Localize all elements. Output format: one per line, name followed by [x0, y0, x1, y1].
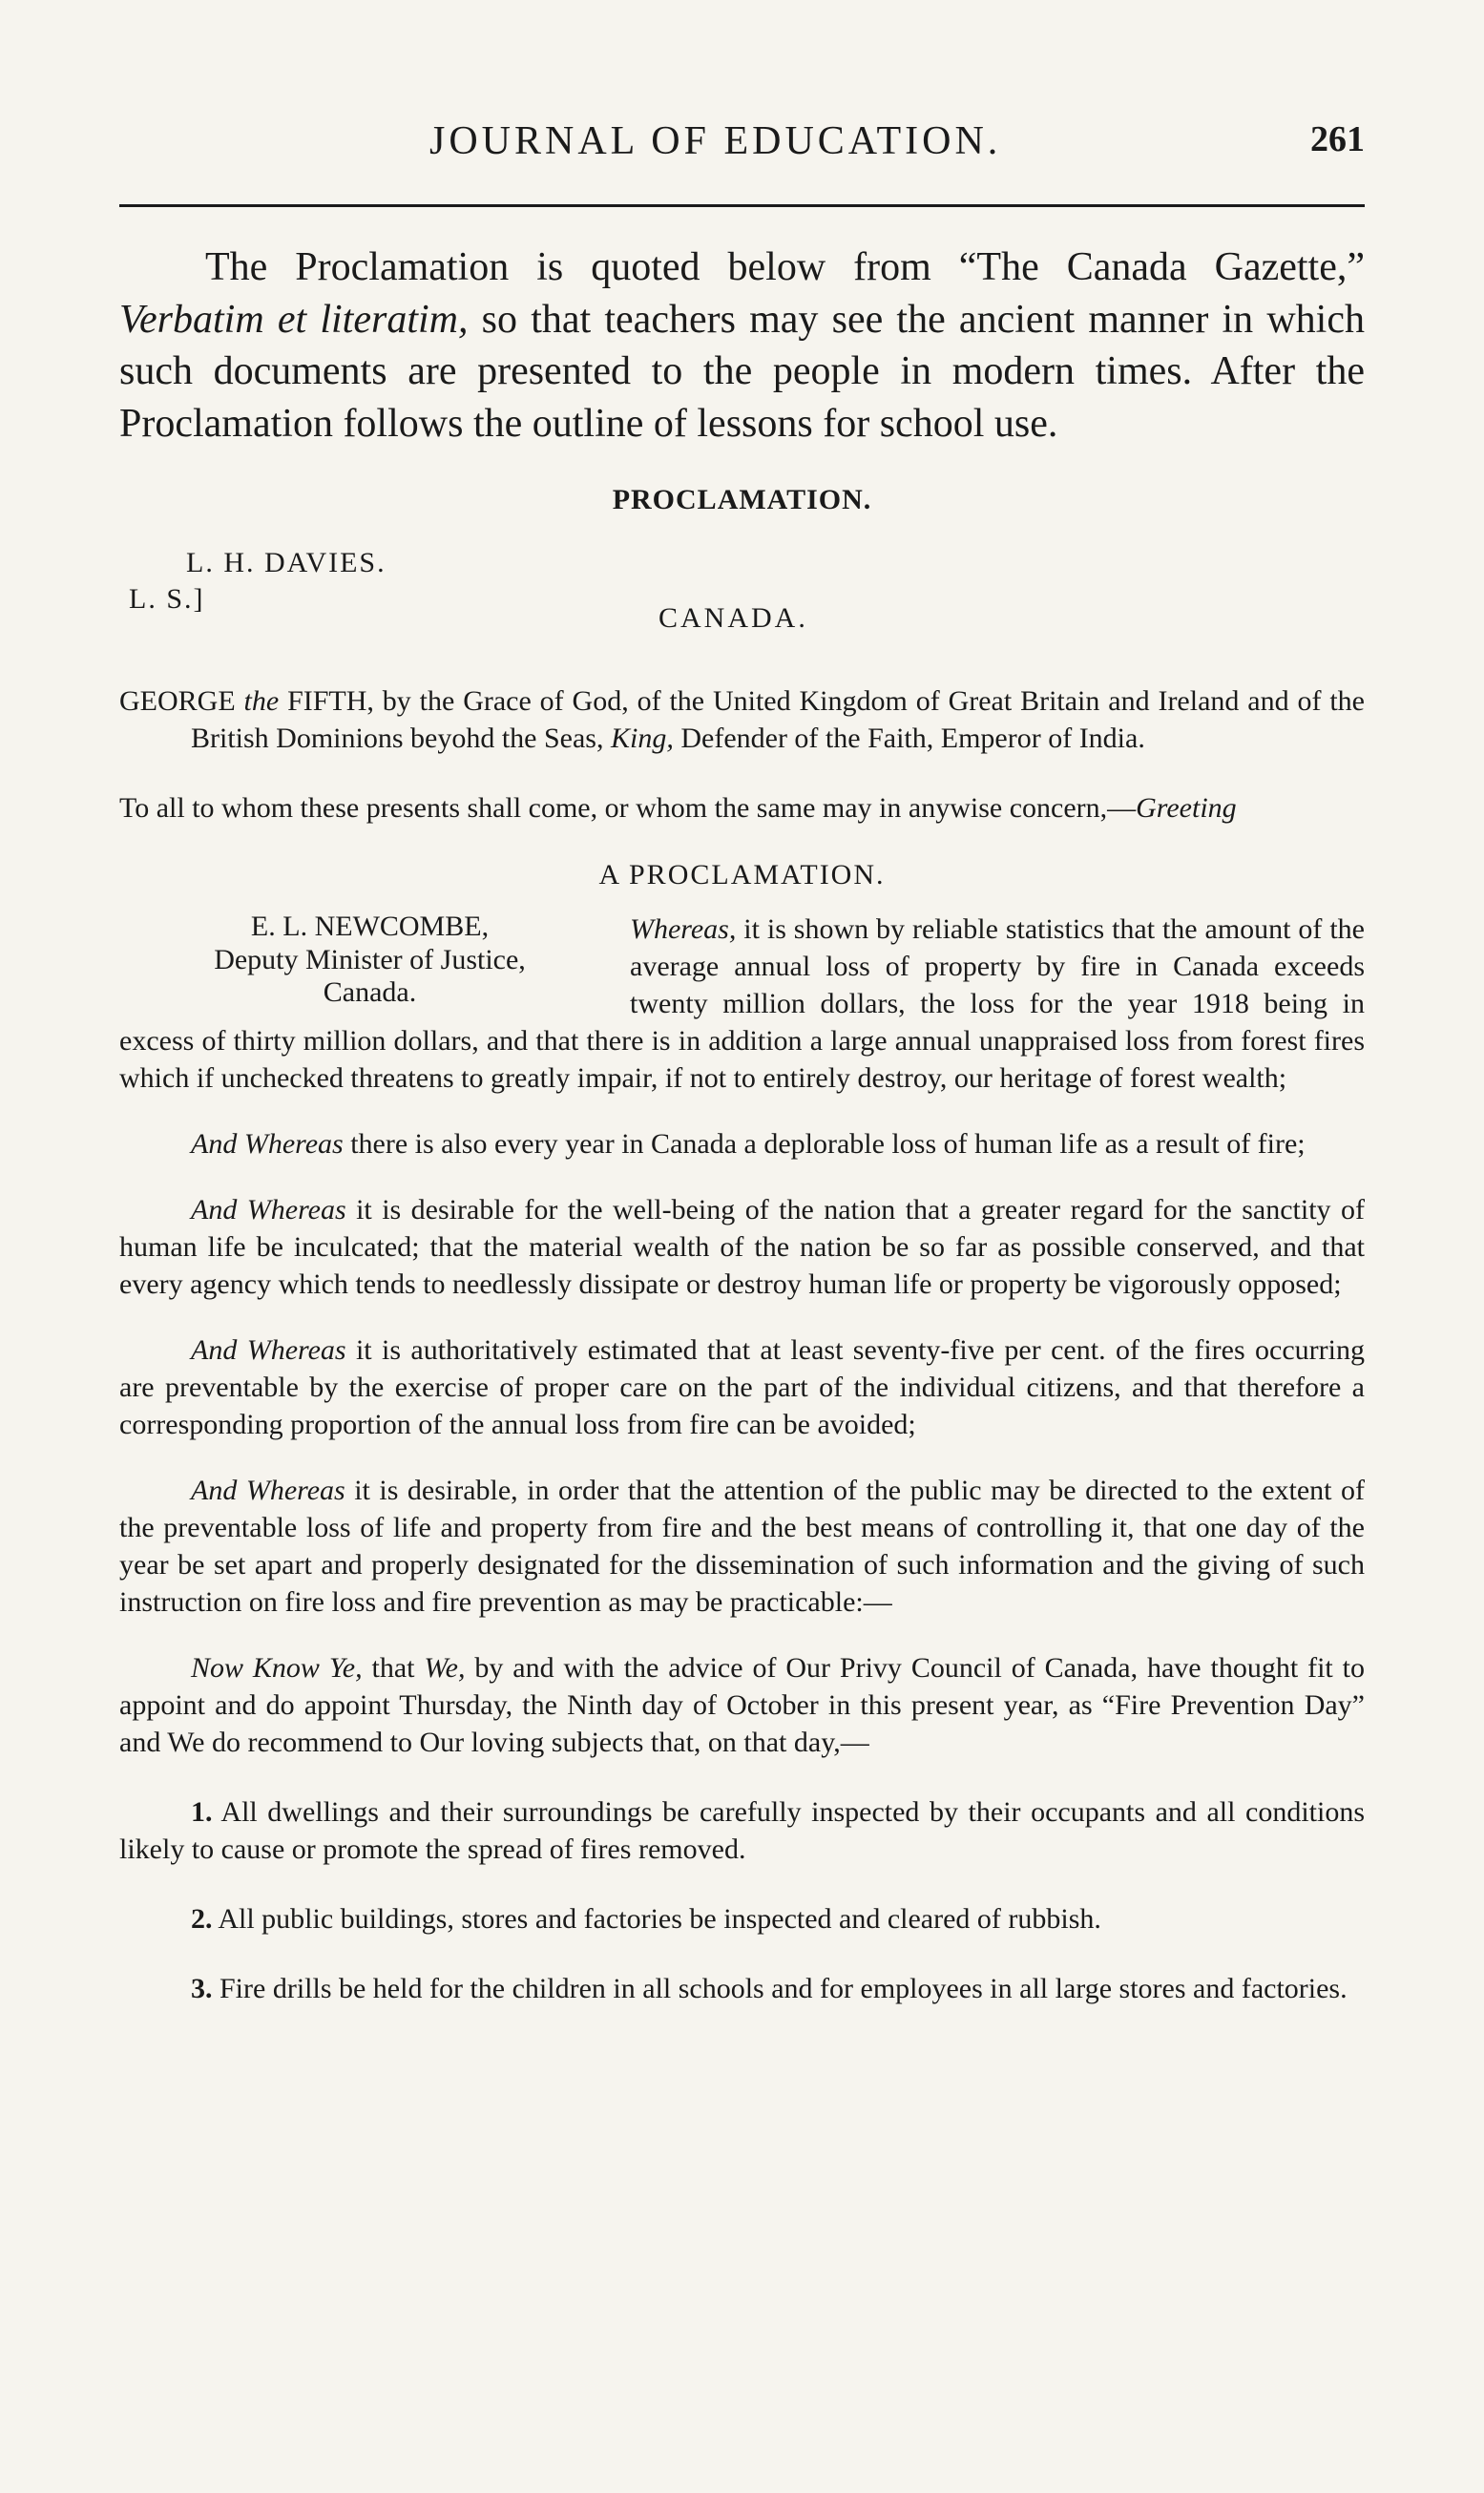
king-text-3: Defender of the Faith, Emperor of India.: [673, 723, 1145, 755]
deputy-name: E. L. NEWCOMBE,: [250, 911, 490, 943]
king-title: [119, 682, 1365, 757]
running-head: [119, 105, 1365, 181]
paragraph-text: there is also every year in Canada a deplorable loss of human life as a result of fire;: [343, 1128, 1306, 1161]
deputy-role: Deputy Minister of Justice,: [214, 943, 526, 975]
whereas-paragraph: [119, 1125, 1365, 1163]
a-proclamation-heading: A PROCLAMATION.: [598, 859, 886, 891]
item-number: 2.: [191, 1903, 213, 1936]
whereas-paragraph: [119, 1472, 1365, 1621]
king-italic-2: King,: [610, 723, 674, 755]
list-item: [119, 1900, 1365, 1938]
king-text-1: GEORGE: [119, 685, 244, 718]
item-number: 3.: [191, 1973, 213, 2005]
greeting-italic: Greeting: [1136, 792, 1237, 825]
paragraph-text: it is desirable for the well-being of the nation that a greater regard for the sanctity of human life be inculcated; that the material wealth of the nation be so far as possible conserved, and that every agency which tends to needlessly dissipate or destroy human life or property be vigorously opposed;: [119, 1194, 1365, 1301]
whereas-paragraph: [119, 1331, 1365, 1443]
item-text: All dwellings and their surroundings be carefully inspected by their occupants and all conditions likely to cause or promote the spread of fires removed.: [119, 1796, 1365, 1866]
intro-text-2: so that teachers may see the ancient manner in which such documents are presented to the people in modern times. After the Proclamation follows the outline of lessons for school use.: [119, 297, 1365, 446]
intro-text-1: The Proclamation is quoted below from “The Canada Gazette,”: [205, 245, 1365, 289]
journal-title: JOURNAL OF EDUCATION.: [429, 119, 1002, 163]
intro-paragraph: [119, 241, 1365, 450]
place-heading: CANADA.: [658, 602, 808, 635]
item-number: 1.: [191, 1796, 213, 1829]
item-text: Fire drills be held for the children in all schools and for employees in all large stores and factories.: [212, 1973, 1348, 2005]
list-item: [119, 1793, 1365, 1868]
king-italic-1: the: [243, 685, 280, 718]
paragraph-lead: And Whereas: [191, 1334, 346, 1367]
intro-italic: Verbatim et literatim,: [119, 297, 469, 342]
header-rule: [119, 204, 1365, 207]
paragraph-lead: And Whereas: [191, 1194, 346, 1226]
paragraph-lead: And Whereas: [191, 1128, 344, 1161]
whereas-paragraph: [119, 1191, 1365, 1303]
now-know-text: by and with the advice of Our Privy Council of Canada, have thought fit to appoint and do appoint Thursday, the Ninth day of October in this present year, as “Fire Prevention Day” and We do recommend to Our loving subjects that, on that day,—: [119, 1652, 1365, 1759]
now-know-we: We,: [424, 1652, 466, 1685]
first-whereas-paragraph: [119, 911, 1365, 1097]
list-item: [119, 1970, 1365, 2007]
proclamation-heading: PROCLAMATION.: [612, 484, 872, 516]
seal-mark: L. S.]: [129, 583, 205, 616]
paragraph-text: it is desirable, in order that the attention of the public may be directed to the extent of the preventable loss of life and property from fire and the best means of controlling it, that one day of the year be set apart and properly designated for the dissemination of such information and the giving of such instruction on fire loss and fire prevention as may be practicable:—: [119, 1475, 1365, 1619]
item-text: All public buildings, stores and factories be inspected and cleared of rubbish.: [212, 1903, 1101, 1936]
signature-block: [119, 545, 1365, 650]
now-know-mid: that: [362, 1652, 425, 1685]
now-know-lead: Now Know Ye,: [191, 1652, 363, 1685]
whereas-text: it is shown by reliable statistics that the amount of the average annual loss of property by fire in Canada exceeds twenty million dollars, the loss for the year 1918 being in excess of thirty million dollars, and that there is in addition a large annual unappraised loss from forest fires which if unchecked threatens to greatly impair, if not to entirely destroy, our heritage of forest wealth;: [119, 913, 1365, 1095]
document-page: [119, 105, 1365, 2007]
signatory-name: L. H. DAVIES.: [186, 547, 387, 579]
deputy-country: Canada.: [323, 976, 417, 1009]
greeting-text: To all to whom these presents shall come, or whom the same may in anywise concern,—: [119, 792, 1137, 825]
page-number: 261: [1310, 119, 1365, 159]
now-know-ye-paragraph: [119, 1649, 1365, 1761]
king-text-2: FIFTH, by the Grace of God, of the United Kingdom of Great Britain and Ireland and of the British Dominions beyohd the Seas,: [191, 685, 1365, 755]
whereas-lead: Whereas,: [630, 913, 737, 946]
greeting: [119, 789, 1365, 827]
paragraph-lead: And Whereas: [191, 1475, 345, 1507]
paragraph-text: it is authoritatively estimated that at least seventy-five per cent. of the fires occurring are preventable by the exercise of proper care on the part of the individual citizens, and that therefore a corresponding proportion of the annual loss from fire can be avoided;: [119, 1334, 1365, 1441]
deputy-minister-signature: [119, 911, 620, 1010]
